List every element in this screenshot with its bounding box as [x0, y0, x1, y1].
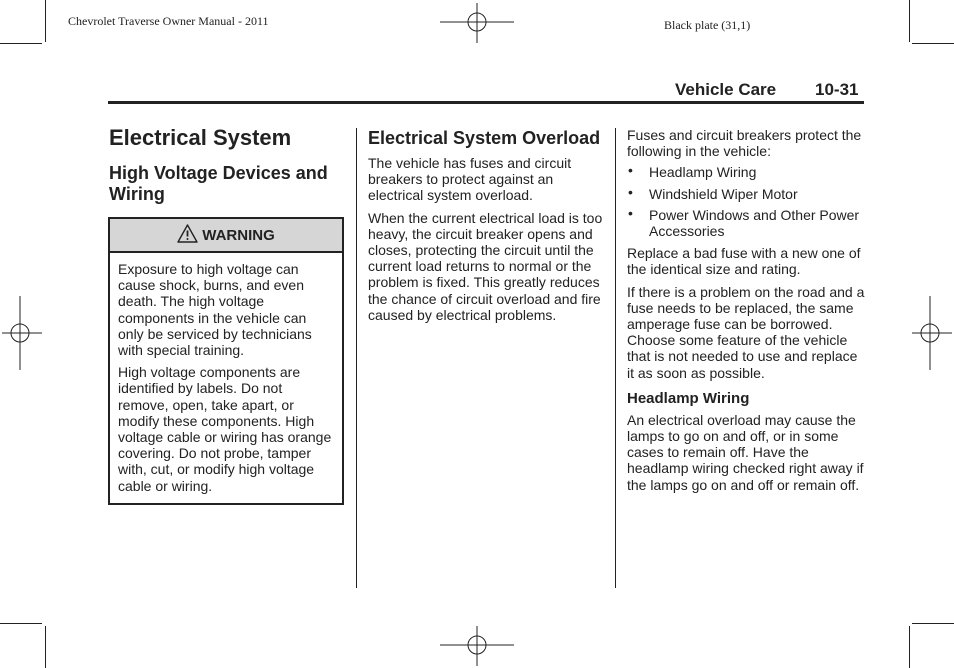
section-name: Vehicle Care: [675, 80, 777, 99]
list-item: • Power Windows and Other Power Accessories: [627, 207, 867, 239]
column-2: [368, 128, 606, 329]
overload-paragraph-1: The vehicle has fuses and circuit breakers to protect against an electrical system overload.: [368, 155, 572, 204]
replace-fuse-paragraph: Replace a bad fuse with a new one of the identical size and rating.: [627, 245, 861, 278]
section-header: [675, 80, 776, 100]
warning-box: [108, 217, 344, 505]
protected-items-list: [627, 164, 867, 239]
header-rule: [108, 101, 864, 104]
registration-mark-bottom: [440, 626, 514, 666]
plate-label: Black plate (31,1): [664, 18, 751, 32]
registration-mark-left: [2, 296, 42, 370]
column-1: [109, 125, 349, 205]
warning-label: WARNING: [202, 227, 275, 244]
page-number: 10-31: [815, 80, 859, 99]
column-divider-1: [356, 128, 357, 588]
headlamp-paragraph: An electrical overload may cause the lamps to go on and off, or in some cases to remain off. Have the headlamp wiring checked right away if the lamps go on and off or remain off.: [627, 411, 864, 493]
list-item: • Windshield Wiper Motor: [627, 186, 867, 202]
list-item: • Headlamp Wiring: [627, 164, 867, 180]
document-title: Chevrolet Traverse Owner Manual - 2011: [68, 14, 269, 28]
road-problem-paragraph: If there is a problem on the road and a fuse needs to be replaced, the same amperage fuse can be borrowed. Choose some feature of the vehicle that is not needed to use and replace it as soon as possible.: [627, 283, 865, 381]
registration-mark-right: [912, 296, 952, 370]
warning-header: [110, 219, 342, 253]
section-heading-overload: Electrical System Overload: [368, 128, 601, 148]
section-heading-high-voltage: High Voltage Devices and Wiring: [109, 163, 328, 204]
warning-triangle-icon: [177, 224, 198, 243]
column-divider-2: [615, 128, 616, 588]
column-3: [627, 127, 867, 499]
warning-paragraph-1: Exposure to high voltage can cause shock, burns, and even death. The high voltage components in the vehicle can only be serviced by technicians with special training.: [118, 261, 312, 359]
page-title: Electrical System: [109, 125, 292, 150]
subheading-headlamp-wiring: Headlamp Wiring: [627, 389, 750, 407]
overload-paragraph-2: When the current electrical load is too heavy, the circuit breaker opens and closes, protecting the circuit until the current load returns to normal or the problem is fixed. This greatly reduces the chance of circuit overload and fire caused by electrical problems.: [368, 209, 603, 323]
warning-paragraph-2: High voltage components are identified by labels. Do not remove, open, take apart, or modify these components. High voltage cable or wiring has orange covering. Do not probe, tamper with, cut, or modify high voltage cable or wiring.: [118, 364, 332, 494]
fuses-intro: Fuses and circuit breakers protect the following in the vehicle:: [627, 127, 862, 160]
registration-mark-top: [440, 3, 514, 43]
